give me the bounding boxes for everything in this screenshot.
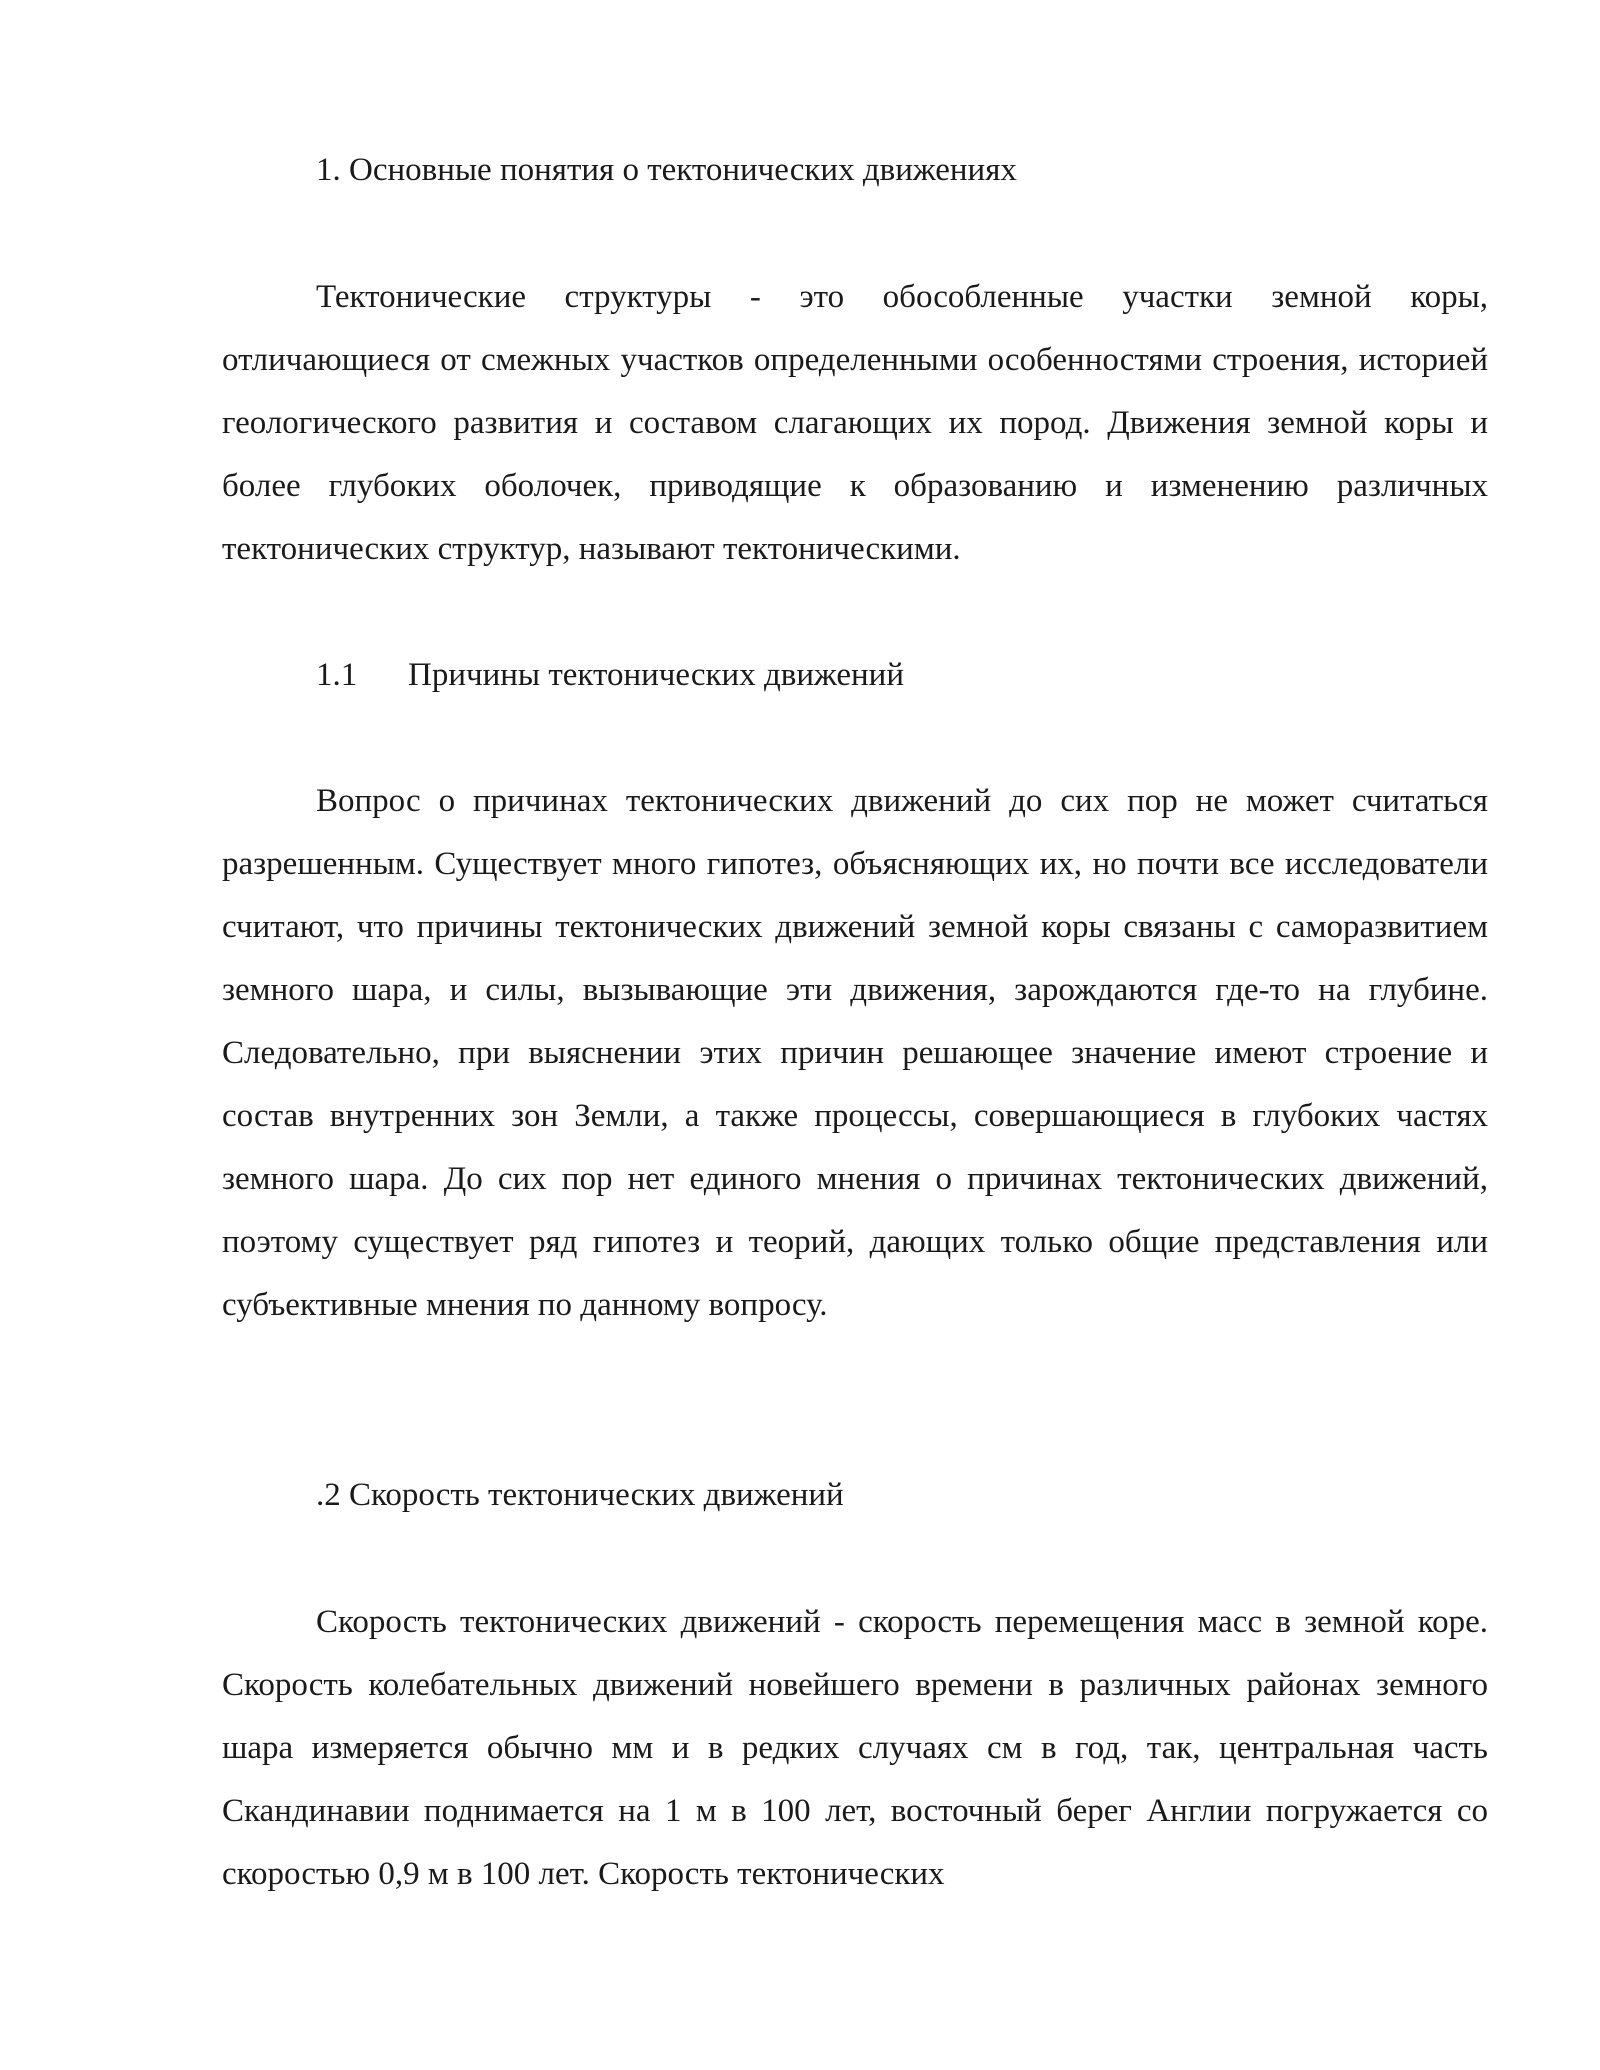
section-title: Причины тектонических движений bbox=[408, 657, 904, 693]
section-heading-1-2 bbox=[316, 1475, 844, 1515]
section-number: 1.1 bbox=[316, 657, 358, 693]
paragraph-speed: Скорость тектонических движений - скорость перемещения масс в земной коре. Скорость колебательных движений новейшего времени в различных районах земного шара измеряется обычно мм и в редких случаях см в год, так, центральная часть Скандинавии поднимается на 1 м в 100 лет, восточный берег Англии погружается со скоростью 0,9 м в 100 лет. Скорость тектонических bbox=[222, 1604, 1488, 1892]
section-heading-1-1 bbox=[316, 655, 904, 695]
paragraph-causes: Вопрос о причинах тектонических движений до сих пор не может считаться разрешенным. Существует много гипотез, объясняющих их, но почти все исследователи считают, что причины тектонических движений земной коры связаны с саморазвитием земного шара, и силы, вызывающие эти движения, зарождаются где-то на глубине. Следовательно, при выяснении этих причин решающее значение имеют строение и состав внутренних зон Земли, а также процессы, совершающиеся в глубоких частях земного шара. До сих пор нет единого мнения о причинах тектонических движений, поэтому существует ряд гипотез и теорий, дающих только общие представления или субъективные мнения по данному вопросу. bbox=[222, 783, 1488, 1323]
section-heading-1-text: 1. Основные понятия о тектонических движениях bbox=[316, 152, 1017, 188]
section-heading-1 bbox=[316, 150, 1017, 190]
paragraph-tectonic-structures: Тектонические структуры - это обособленные участки земной коры, отличающиеся от смежных участков определенными особенностями строения, историей геологического развития и составом слагающих их пород. Движения земной коры и более глубоких оболочек, приводящие к образованию и изменению различных тектонических структур, называют тектоническими. bbox=[222, 279, 1488, 567]
section-heading-1-2-text: .2 Скорость тектонических движений bbox=[316, 1477, 844, 1513]
